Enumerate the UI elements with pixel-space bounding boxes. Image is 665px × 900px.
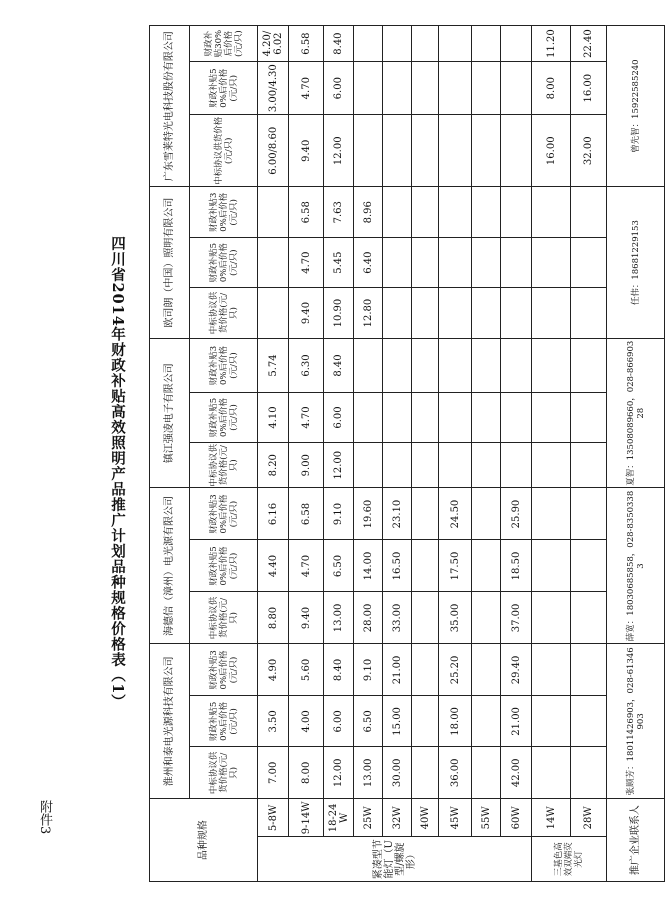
price-cell — [383, 288, 412, 339]
price-cell: 7.00 — [258, 747, 289, 799]
table-row — [472, 26, 501, 882]
price-cell: 9.00 — [289, 442, 324, 488]
price-cell: 7.63 — [324, 187, 354, 238]
price-cell: 6.00 — [324, 696, 354, 747]
price-cell — [501, 338, 532, 392]
price-cell: 32.00 — [571, 115, 607, 187]
price-cell: 8.40 — [324, 26, 354, 62]
price-cell — [501, 288, 532, 339]
price-cell: 6.50 — [354, 696, 383, 747]
price-cell: 21.00 — [501, 696, 532, 747]
price-cell — [532, 540, 571, 592]
price-cell — [472, 338, 501, 392]
price-cell — [571, 644, 607, 696]
company-4-col-3: 财政补贴30%后价格(元/只) — [190, 187, 258, 238]
price-cell: 12.00 — [324, 115, 354, 187]
price-cell — [354, 338, 383, 392]
price-cell: 16.50 — [383, 540, 412, 592]
price-cell: 42.00 — [501, 747, 532, 799]
row-spec: 5-8W — [258, 799, 289, 837]
row-spec: 18-24W — [324, 799, 354, 837]
price-cell — [501, 393, 532, 443]
price-cell — [472, 696, 501, 747]
price-cell: 6.00 — [324, 393, 354, 443]
contact-person-3: 夏智：13508089660，028-86690328 — [607, 338, 665, 488]
table-row — [324, 26, 354, 882]
price-cell: 6.30 — [289, 338, 324, 392]
company-name-2: 海德信（漳州）电光源有限公司 — [150, 488, 190, 644]
price-cell — [472, 187, 501, 238]
price-cell: 3.00/4.30 — [258, 62, 289, 115]
price-cell — [532, 592, 571, 644]
price-cell: 11.20 — [532, 26, 571, 62]
price-cell: 16.00 — [532, 115, 571, 187]
price-cell: 21.00 — [383, 644, 412, 696]
price-cell — [472, 540, 501, 592]
document-title: 四川省2014年财政补贴高效照明产品推广计划品种规格价格表（1） — [109, 236, 126, 710]
row-spec: 28W — [571, 799, 607, 837]
price-cell — [412, 393, 439, 443]
company-2-col-2: 财政补贴50%后价格(元/只) — [190, 540, 258, 592]
price-cell — [258, 238, 289, 288]
price-cell: 35.00 — [439, 592, 472, 644]
price-cell: 9.10 — [324, 488, 354, 540]
price-cell — [412, 115, 439, 187]
price-cell — [354, 393, 383, 443]
price-cell: 29.40 — [501, 644, 532, 696]
price-cell — [439, 238, 472, 288]
price-cell: 8.40 — [324, 338, 354, 392]
price-cell: 5.74 — [258, 338, 289, 392]
price-cell — [412, 442, 439, 488]
price-cell — [412, 644, 439, 696]
table-row — [532, 26, 571, 882]
price-cell: 25.90 — [501, 488, 532, 540]
table-row — [501, 26, 532, 882]
price-cell — [258, 187, 289, 238]
price-cell — [571, 288, 607, 339]
price-cell: 4.90 — [258, 644, 289, 696]
row-spec: 25W — [354, 799, 383, 837]
table-row — [383, 26, 412, 882]
company-1-col-1: 中标协议供货价格(元/只) — [190, 747, 258, 799]
price-cell — [571, 442, 607, 488]
price-cell — [571, 592, 607, 644]
price-cell: 6.40 — [354, 238, 383, 288]
price-cell — [439, 393, 472, 443]
price-cell — [532, 696, 571, 747]
company-1-col-2: 财政补贴50%后价格(元/只) — [190, 696, 258, 747]
price-table-container — [149, 25, 646, 882]
price-cell: 4.00 — [289, 696, 324, 747]
price-cell: 23.10 — [383, 488, 412, 540]
price-cell: 6.16 — [258, 488, 289, 540]
price-cell — [571, 338, 607, 392]
price-cell — [472, 115, 501, 187]
table-row — [354, 26, 383, 882]
price-cell: 17.50 — [439, 540, 472, 592]
row-spec: 9-14W — [289, 799, 324, 837]
price-cell — [354, 62, 383, 115]
price-cell: 37.00 — [501, 592, 532, 644]
company-3-col-3: 财政补贴30%后价格(元/只) — [190, 338, 258, 392]
company-4-col-2: 财政补贴50%后价格(元/只) — [190, 238, 258, 288]
price-cell — [383, 62, 412, 115]
price-cell — [439, 115, 472, 187]
attachment-label: 附件3 — [37, 800, 52, 835]
row-spec: 45W — [439, 799, 472, 837]
price-cell: 6.00 — [324, 62, 354, 115]
row-spec: 55W — [472, 799, 501, 837]
price-cell — [472, 62, 501, 115]
group-label-cfl: 紧凑型节能灯（U型/螺旋形） — [258, 837, 532, 882]
price-cell — [383, 338, 412, 392]
price-cell: 22.40 — [571, 26, 607, 62]
price-cell: 8.96 — [354, 187, 383, 238]
price-cell: 3.50 — [258, 696, 289, 747]
price-cell — [501, 62, 532, 115]
price-cell — [439, 187, 472, 238]
price-cell — [571, 540, 607, 592]
price-cell — [412, 62, 439, 115]
price-cell: 9.40 — [289, 115, 324, 187]
price-cell — [571, 696, 607, 747]
price-cell: 14.00 — [354, 540, 383, 592]
price-cell — [354, 115, 383, 187]
price-cell — [501, 238, 532, 288]
price-cell — [532, 644, 571, 696]
company-5-col-3: 财政补贴30%后价格(元/只) — [190, 26, 258, 62]
company-3-col-1: 中标协议供货价格(元/只) — [190, 442, 258, 488]
company-name-4: 欧司朗（中国）照明有限公司 — [150, 187, 190, 339]
price-cell — [412, 238, 439, 288]
price-cell — [571, 238, 607, 288]
company-2-col-3: 财政补贴30%后价格(元/只) — [190, 488, 258, 540]
price-cell — [501, 26, 532, 62]
price-cell — [501, 442, 532, 488]
row-spec: 32W — [383, 799, 412, 837]
price-cell: 5.45 — [324, 238, 354, 288]
price-cell — [571, 747, 607, 799]
price-cell — [383, 115, 412, 187]
price-cell — [571, 393, 607, 443]
price-cell: 6.58 — [289, 26, 324, 62]
price-cell — [532, 238, 571, 288]
price-cell — [532, 442, 571, 488]
price-cell: 10.90 — [324, 288, 354, 339]
price-cell — [439, 288, 472, 339]
row-spec: 40W — [412, 799, 439, 837]
company-name-1: 淮州和泰电光源科技有限公司 — [150, 644, 190, 799]
price-cell: 4.70 — [289, 238, 324, 288]
price-cell: 12.00 — [324, 747, 354, 799]
price-cell: 4.20/6.02 — [258, 26, 289, 62]
company-3-col-2: 财政补贴50%后价格(元/只) — [190, 393, 258, 443]
price-cell: 6.00/8.60 — [258, 115, 289, 187]
company-5-col-2: 财政补贴50%后价格(元/只) — [190, 62, 258, 115]
price-cell — [501, 115, 532, 187]
price-cell — [472, 26, 501, 62]
price-cell: 36.00 — [439, 747, 472, 799]
price-cell: 8.00 — [532, 62, 571, 115]
price-cell: 8.80 — [258, 592, 289, 644]
header-product-spec: 品种规格 — [150, 799, 258, 882]
price-cell: 6.58 — [289, 187, 324, 238]
price-cell — [472, 747, 501, 799]
price-cell: 4.70 — [289, 540, 324, 592]
contacts-row — [607, 26, 665, 882]
price-cell: 25.20 — [439, 644, 472, 696]
price-cell — [412, 288, 439, 339]
contact-person-2: 薛宽：18030685858，028-83503383 — [607, 488, 665, 644]
table-row — [571, 26, 607, 882]
price-cell — [472, 393, 501, 443]
price-cell — [532, 338, 571, 392]
price-cell: 18.00 — [439, 696, 472, 747]
price-cell: 9.40 — [289, 288, 324, 339]
company-name-5: 广东雪莱特光电科技股份有限公司 — [150, 26, 190, 187]
price-cell: 5.60 — [289, 644, 324, 696]
price-cell — [532, 747, 571, 799]
price-cell — [472, 592, 501, 644]
row-spec: 14W — [532, 799, 571, 837]
price-table — [149, 25, 665, 882]
contacts-label: 推广企业联系人 — [607, 799, 665, 882]
price-cell — [439, 26, 472, 62]
price-cell — [412, 592, 439, 644]
price-cell — [439, 62, 472, 115]
price-cell — [472, 488, 501, 540]
price-cell: 15.00 — [383, 696, 412, 747]
price-cell: 8.00 — [289, 747, 324, 799]
price-cell — [412, 747, 439, 799]
price-cell — [383, 238, 412, 288]
price-cell: 6.58 — [289, 488, 324, 540]
price-cell — [412, 488, 439, 540]
table-row — [258, 26, 289, 882]
price-cell — [383, 187, 412, 238]
price-cell: 4.70 — [289, 393, 324, 443]
price-cell — [532, 488, 571, 540]
price-cell — [472, 442, 501, 488]
price-cell: 13.00 — [354, 747, 383, 799]
price-cell — [571, 187, 607, 238]
price-cell — [412, 696, 439, 747]
price-cell: 13.00 — [324, 592, 354, 644]
company-name-3: 镇江强凌电子有限公司 — [150, 338, 190, 488]
contact-person-4: 任伟：18681229153 — [607, 187, 665, 339]
table-row — [412, 26, 439, 882]
price-cell — [472, 238, 501, 288]
price-cell — [354, 26, 383, 62]
price-cell: 19.60 — [354, 488, 383, 540]
price-cell — [501, 187, 532, 238]
price-cell — [383, 442, 412, 488]
price-cell — [439, 442, 472, 488]
price-cell: 28.00 — [354, 592, 383, 644]
price-cell — [412, 540, 439, 592]
company-2-col-1: 中标协议供货价格(元/只) — [190, 592, 258, 644]
price-cell: 4.70 — [289, 62, 324, 115]
price-cell: 6.50 — [324, 540, 354, 592]
group-label-t5: 三基色高效双端荧光灯 — [532, 837, 607, 882]
price-cell: 16.00 — [571, 62, 607, 115]
price-cell — [383, 26, 412, 62]
price-cell — [412, 338, 439, 392]
price-cell — [412, 26, 439, 62]
price-cell — [571, 488, 607, 540]
price-cell — [472, 644, 501, 696]
price-cell — [383, 393, 412, 443]
company-1-col-3: 财政补贴30%后价格(元/只) — [190, 644, 258, 696]
company-4-col-1: 中标协议供货价格(元/只) — [190, 288, 258, 339]
price-cell: 8.40 — [324, 644, 354, 696]
contact-person-1: 张顾芳：18011426903，028-61346903 — [607, 644, 665, 799]
price-cell — [532, 288, 571, 339]
price-cell — [439, 338, 472, 392]
price-cell — [472, 288, 501, 339]
table-row — [289, 26, 324, 882]
table-row — [439, 26, 472, 882]
price-cell: 24.50 — [439, 488, 472, 540]
price-cell: 9.40 — [289, 592, 324, 644]
contact-person-5: 曾先智：15922585240 — [607, 26, 665, 187]
price-cell — [532, 393, 571, 443]
price-cell: 30.00 — [383, 747, 412, 799]
company-5-col-1: 中标协议供货价格(元/只) — [190, 115, 258, 187]
price-cell — [532, 187, 571, 238]
price-cell: 4.10 — [258, 393, 289, 443]
row-spec: 60W — [501, 799, 532, 837]
price-cell — [258, 288, 289, 339]
price-cell: 12.80 — [354, 288, 383, 339]
price-cell: 12.00 — [324, 442, 354, 488]
price-cell: 33.00 — [383, 592, 412, 644]
price-cell: 9.10 — [354, 644, 383, 696]
price-cell: 18.50 — [501, 540, 532, 592]
price-cell — [412, 187, 439, 238]
price-cell — [354, 442, 383, 488]
price-cell: 4.40 — [258, 540, 289, 592]
price-cell: 8.20 — [258, 442, 289, 488]
